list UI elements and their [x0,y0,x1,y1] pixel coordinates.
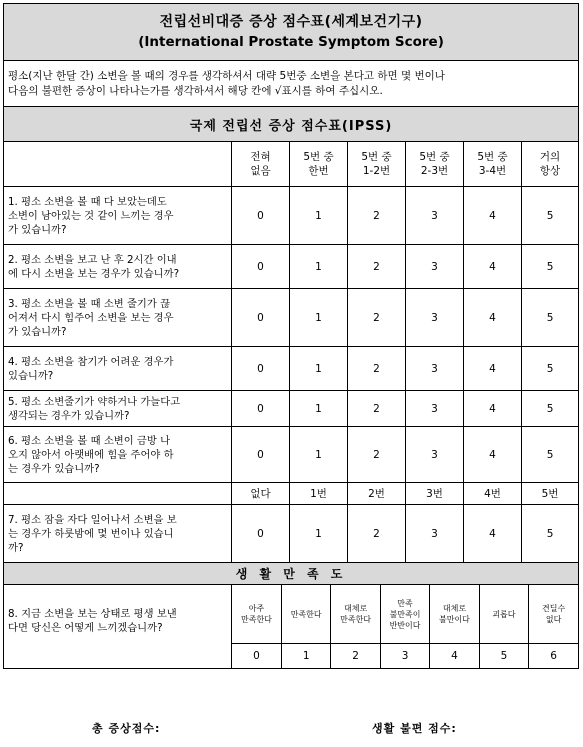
question-text [4,427,232,483]
score-cell[interactable]: 3 [406,427,464,483]
column-header-line: 3-4번 [478,165,507,177]
option-label [479,585,528,644]
nocturia-label-row [4,483,579,505]
instructions-line: 평소(지난 한달 간) 소변을 볼 때의 경우를 생각하셔서 대략 5번중 소변을 본다고 하면 몇 번이나 [8,69,445,82]
score-cell[interactable]: 2 [348,391,406,427]
score-cell[interactable]: 1 [290,505,348,563]
title-korean: 전립선비대증 증상 점수표(세계보건기구) [159,14,423,30]
question-line: 8. 지금 소변을 보는 상태로 평생 보낸 [8,608,177,620]
score-cell[interactable]: 5 [522,289,579,347]
score-cell[interactable]: 4 [464,187,522,245]
question-text [4,187,232,245]
nocturia-label: 4번 [464,483,522,505]
column-header-line: 5번 중 [361,151,392,163]
question-text [4,585,232,669]
score-cell[interactable]: 3 [406,245,464,289]
ipss-table [3,3,579,669]
question-line: 1. 평소 소변을 볼 때 다 보았는데도 [8,195,167,208]
nocturia-label: 1번 [290,483,348,505]
score-cell[interactable]: 1 [290,347,348,391]
section-title: 국제 전립선 증상 점수표(IPSS) [4,107,579,142]
question-line: 오지 않아서 아랫배에 힘을 주어야 하 [8,448,174,461]
question-line: 가 있습니까? [8,325,67,338]
column-header-line: 없음 [250,165,271,177]
question-text [4,505,232,563]
question-row [4,585,579,669]
score-cell[interactable]: 1 [281,644,330,669]
score-cell[interactable]: 2 [348,347,406,391]
option-score-row [232,644,578,669]
life-satisfaction-title: 생 활 만 족 도 [4,563,579,585]
satisfaction-options-table [232,585,578,668]
score-cell[interactable]: 4 [464,505,522,563]
question-row [4,427,579,483]
column-header [290,142,348,187]
option-label-line: 만족한다 [340,615,372,624]
question-row [4,245,579,289]
option-label-line: 대체로 [344,604,368,613]
score-cell[interactable]: 0 [232,187,290,245]
form-title [4,4,579,61]
option-label-line: 만족한다 [241,615,272,624]
column-header-line: 거의 [539,151,561,163]
question-text [4,245,232,289]
column-header [406,142,464,187]
question-row [4,391,579,427]
option-label-line: 아주 [248,604,265,613]
column-header [522,142,579,187]
score-cell[interactable]: 1 [290,289,348,347]
score-cell[interactable]: 5 [522,187,579,245]
total-symptom-score-label: 총 증상점수: [92,722,161,735]
nocturia-label: 5번 [522,483,579,505]
question-line: 까? [8,541,24,554]
score-cell[interactable]: 5 [522,391,579,427]
question-row [4,505,579,563]
question-line: 에 다시 소변을 보는 경우가 있습니까? [8,267,180,280]
score-cell[interactable]: 0 [232,391,290,427]
score-cell[interactable]: 4 [464,289,522,347]
score-cell[interactable]: 5 [479,644,528,669]
score-cell[interactable]: 5 [522,245,579,289]
option-label-line: 대체로 [442,604,467,613]
score-cell[interactable]: 4 [464,391,522,427]
score-cell[interactable]: 3 [406,347,464,391]
question-text [4,347,232,391]
score-cell[interactable]: 3 [406,505,464,563]
ipss-form [3,3,578,669]
nocturia-label: 2번 [348,483,406,505]
score-cell[interactable]: 4 [464,427,522,483]
nocturia-label: 3번 [406,483,464,505]
score-cell[interactable]: 1 [290,427,348,483]
column-header-line: 5번 중 [419,151,450,163]
score-cell[interactable]: 5 [522,505,579,563]
option-label-line: 없다 [545,615,562,624]
column-header [464,142,522,187]
option-label [281,585,330,644]
question-row [4,187,579,245]
score-cell[interactable]: 0 [232,644,281,669]
score-cell[interactable]: 2 [348,427,406,483]
score-cell[interactable]: 0 [232,245,290,289]
question-text [4,391,232,427]
question-line: 2. 평소 소변을 보고 난 후 2시간 이내 [8,253,177,266]
option-label [232,585,281,644]
column-header-line: 전혀 [250,151,271,163]
label-blank [4,483,232,505]
question-line: 4. 평소 소변을 참기가 어려운 경우가 [8,355,174,368]
question-line: 7. 평소 잠을 자다 일어나서 소변을 보 [8,513,177,526]
option-label [529,585,578,644]
score-cell[interactable]: 2 [331,644,380,669]
question-row [4,289,579,347]
question-line: 있습니까? [8,369,54,382]
satisfaction-options [232,585,579,669]
score-cell[interactable]: 1 [290,391,348,427]
header-blank [4,142,232,187]
option-label-line: 불만족이 [389,609,421,619]
score-cell[interactable]: 4 [464,347,522,391]
column-header-line: 5번 중 [477,151,508,163]
option-label-line: 괴롭다 [492,609,516,619]
instructions [4,61,579,107]
option-label [380,585,429,644]
nocturia-label: 없다 [232,483,290,505]
score-cell[interactable]: 5 [522,347,579,391]
score-cell[interactable]: 3 [406,391,464,427]
column-header [232,142,290,187]
option-label [430,585,479,644]
question-line: 생각되는 경우가 있습니까? [8,409,130,422]
score-cell[interactable]: 0 [232,347,290,391]
option-label [331,585,380,644]
column-header-line: 5번 중 [303,151,334,163]
question-line: 다면 당신은 어떻게 느끼겠습니까? [8,622,163,634]
question-text [4,289,232,347]
column-header-line: 2-3번 [420,165,449,177]
question-line: 5. 평소 소변줄기가 약하거나 가늘다고 [8,395,181,408]
question-line: 6. 평소 소변을 볼 때 소변이 금방 나 [8,434,171,447]
score-cell[interactable]: 5 [522,427,579,483]
title-english: (International Prostate Symptom Score) [138,34,444,50]
score-cell[interactable]: 1 [290,187,348,245]
score-cell[interactable]: 3 [406,187,464,245]
option-label-row [232,585,578,644]
score-cell[interactable]: 1 [290,245,348,289]
question-line: 3. 평소 소변을 볼 때 소변 줄기가 끊 [8,297,171,310]
score-cell[interactable]: 4 [430,644,479,669]
score-cell[interactable]: 2 [348,245,406,289]
life-discomfort-score-label: 생활 불편 점수: [372,722,457,735]
question-line: 는 경우가 있습니까? [8,462,100,475]
score-cell[interactable]: 0 [232,289,290,347]
option-label-line: 반반이다 [389,620,421,630]
score-cell[interactable]: 3 [406,289,464,347]
score-cell[interactable]: 4 [464,245,522,289]
option-label-line: 만족한다 [290,609,322,619]
option-label-line: 만족 [397,598,413,608]
life-satisfaction-row [4,563,579,585]
column-header-line: 항상 [539,165,561,177]
score-cell[interactable]: 2 [348,505,406,563]
score-cell[interactable]: 2 [348,187,406,245]
column-header [348,142,406,187]
column-header-line: 1-2번 [362,165,391,177]
question-line: 어져서 다시 힘주어 소변을 보는 경우 [8,311,174,324]
score-cell[interactable]: 2 [348,289,406,347]
question-line: 소변이 남아있는 것 같이 느끼는 경우 [8,209,174,222]
score-cell[interactable]: 0 [232,427,290,483]
question-line: 는 경우가 하룻밤에 몇 번이나 있습니 [8,527,174,540]
question-row [4,347,579,391]
instructions-line: 다음의 불편한 증상이 나타나는가를 생각하셔서 해당 칸에 √표시를 하여 주십시오. [8,84,383,97]
option-label-line: 견딜수 [542,604,566,613]
option-label-line: 불만이다 [439,615,470,624]
question-line: 가 있습니까? [8,223,67,236]
column-header-line: 한번 [308,165,329,177]
column-header-row [4,142,579,187]
score-cell[interactable]: 6 [529,644,578,669]
score-cell[interactable]: 0 [232,505,290,563]
score-cell[interactable]: 3 [380,644,429,669]
